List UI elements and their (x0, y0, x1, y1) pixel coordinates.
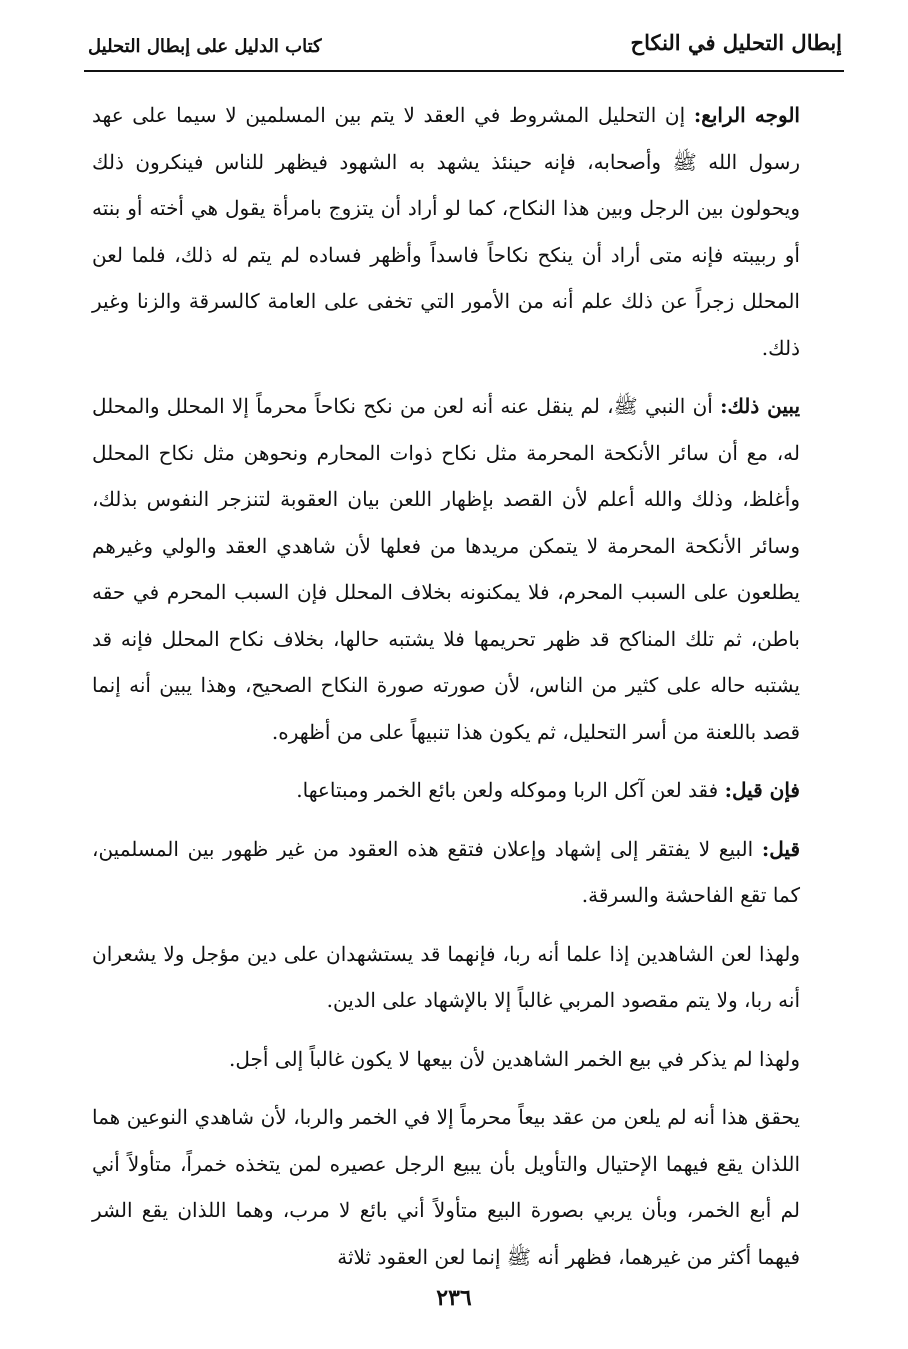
paragraph-verification (92, 1094, 840, 1280)
page-number: ٢٣٦ (436, 1285, 472, 1311)
running-header (88, 22, 842, 70)
paragraph-text: يحقق هذا أنه لم يلعن من عقد بيعاً محرماً إلا في الخمر والربا، لأن شاهدي النوعين هما اللذان يقع فيهما الإحتيال والتأويل بأن يبيع الرجل عصيره لمن يتخذه خمراً، متأولاً أني لم أبع الخمر، وبأن يربي بصورة البيع متأولاً أني بائع لا مرب، وهما اللذان يقع الشر فيهما أكثر من غيرهما، فظهر أنه ﷺ إنما لعن العقود ثلاثة (92, 1105, 800, 1269)
paragraph-objection (92, 767, 840, 814)
paragraph-wine-sale (92, 1036, 840, 1083)
paragraph-text: ولهذا لعن الشاهدين إذا علما أنه ربا، فإنهما قد يستشهدان على دين مؤجل ولا يشعران أنه ربا، ولا يتم مقصود المربي غالباً إلا بالإشهاد على الدين. (92, 941, 800, 1012)
paragraph-text: إن التحليل المشروط في العقد لا يتم بين المسلمين لا سيما على عهد رسول الله ﷺ وأصحابه، فإنه حينئذ يشهد به الشهود فيظهر للناس فينكرون ذلك ويحولون بين الرجل وبين هذا النكاح، كما لو أراد أن يتزوج بامرأة يقول هي أخته أو بنته أو ربيبته فإنه متى أراد أن ينكح نكاحاً فاسداً وأظهر فساده لم يتم له ذلك، فلما لعن المحلل زجراً عن ذلك علم أنه من الأمور التي تخفى على العامة كالسرقة والزنا وغير ذلك. (92, 103, 800, 360)
paragraph-text: البيع لا يفتقر إلى إشهاد وإعلان فتقع هذه العقود من غير ظهور بين المسلمين، كما تقع الفاحشة والسرقة. (92, 836, 800, 907)
paragraph-text: أن النبي ﷺ، لم ينقل عنه أنه لعن من نكح نكاحاً محرماً إلا المحلل والمحلل له، مع أن سائر الأنكحة المحرمة مثل نكاح ذوات المحارم ونحوهن مثل نكاح المحلل وأغلظ، وذلك والله أعلم لأن القصد بإظهار اللعن بيان العقوبة لتنزجر النفوس بذلك، وسائر الأنكحة المحرمة لا يتمكن مريدها من فعلها لأن شاهدي العقد والولي وغيرهم يطلعون على السبب المحرم، فلا يمكنونه بخلاف المحلل فإن السبب المحرم في حقه باطن، ثم تلك المناكح قد ظهر تحريمها فلا يشتبه حالها، بخلاف نكاح المحلل فإنه قد يشتبه حاله على كثير من الناس، لأن صورته صورة النكاح الصحيح، وهذا يبين أنه إنما قصد باللعنة من أسر التحليل، ثم يكون هذا تنبيهاً على من أظهره. (92, 394, 800, 744)
paragraph-fourth-aspect (92, 92, 840, 371)
paragraph-witnesses (92, 931, 840, 1024)
paragraph-reply (92, 826, 840, 919)
chapter-title: كتاب الدليل على إبطال التحليل (88, 36, 322, 57)
page-body (92, 92, 840, 1292)
paragraph-text: فقد لعن آكل الربا وموكله ولعن بائع الخمر ومبتاعها. (296, 778, 725, 802)
paragraph-lead: يبين ذلك: (720, 394, 801, 418)
book-title: إبطال التحليل في النكاح (630, 30, 842, 55)
paragraph-lead: فإن قيل: (724, 778, 800, 802)
paragraph-text: ولهذا لم يذكر في بيع الخمر الشاهدين لأن بيعها لا يكون غالباً إلى أجل. (229, 1046, 800, 1071)
header-rule (84, 70, 844, 72)
paragraph-lead: قيل: (761, 836, 800, 861)
paragraph-lead: الوجه الرابع: (693, 103, 800, 127)
paragraph-explanation (92, 383, 840, 755)
